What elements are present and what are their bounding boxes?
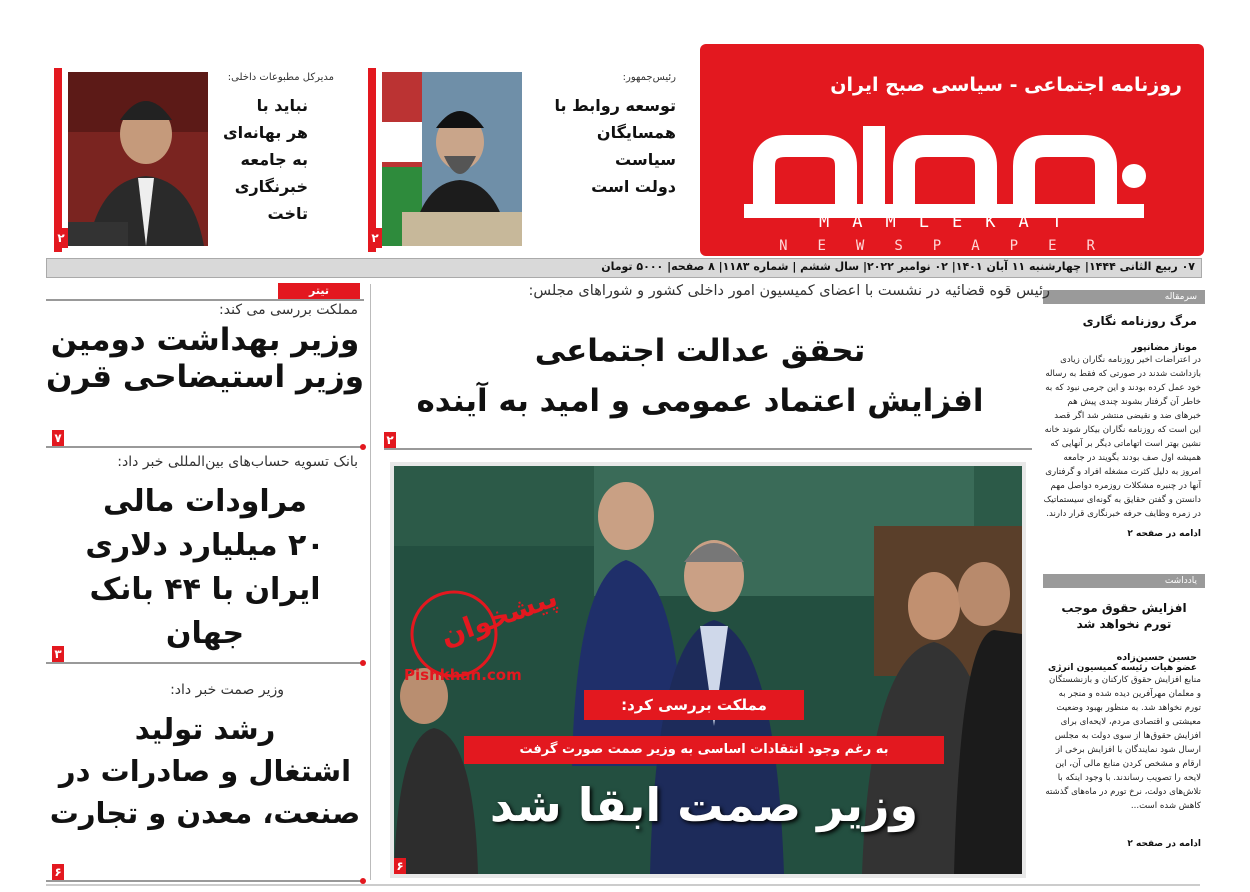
left-story-page: ۳ [52,646,64,662]
editorial-continue-link[interactable]: ادامه در صفحه ۲ [1127,529,1201,539]
note-section-header: یادداشت [1043,574,1205,588]
teaser-line: تاخت [267,204,308,223]
divider [384,448,1032,450]
photo-headline[interactable]: وزیر صمت ابقا شد [489,778,919,832]
teaser-director-label: مدیرکل مطبوعات داخلی: [227,72,334,83]
teaser-photo-director [68,72,208,246]
masthead [700,44,1204,256]
lead-headline-page: ۲ [384,432,396,448]
headline-line: اشتغال و صادرات در [58,754,352,788]
photo-watermark-logo: پیشخوان [436,580,562,653]
divider [46,880,364,882]
editorial-author: موناز مضانپور [1131,342,1197,353]
headline-line: رشد تولید [134,712,276,746]
teaser-line: همسایگان [596,123,676,142]
left-story-kicker: بانک تسویه حساب‌های بین‌المللی خبر داد: [117,454,358,470]
lead-kicker: رئیس قوه قضائیه در نشست با اعضای کمیسیون امور داخلی کشور و شوراهای مجلس: [528,283,1050,299]
photo-watermark-url: Pishkhan.com [404,666,522,684]
teaser-director-title[interactable] [198,92,308,227]
masthead-logo [724,106,1164,226]
editorial-section-header: سرمقاله [1043,290,1205,304]
teaser-line: نباید با [256,96,308,115]
left-story-2[interactable] [46,454,364,666]
teaser-director[interactable] [54,68,340,252]
note-title[interactable]: افزایش حقوق موجب تورم نخواهد شد [1061,601,1187,631]
masthead-tagline: روزنامه اجتماعی - سیاسی صبح ایران [830,74,1182,96]
divider-dot [360,660,366,666]
note-body: منابع افزایش حقوق کارکنان و بازنشستگان و معلمان مهرآفرین دیده شده و منجر به تورم نخواهد شد. به منظور بهبود وضعیت معیشتی و اقتصادی مردم، لایحه‌ای برای افزایش حقوق‌ها از سوی دولت به مجلس ارسال شود نمایندگان با افزایش برخی از ارقام و مشخص کردن منابع مالی آن، این لایحه را تصویب رساندند. با وجود اینکه با تلاش‌های دولت، نرخ تورم در ماه‌های گذشته کاهش شده است... [1045,675,1201,811]
left-story-headline[interactable] [46,708,364,834]
masthead-latin-newspaper: NEWSPAPER [779,238,1125,254]
editorial-column [1043,290,1205,586]
teaser-red-bar [368,68,376,252]
photo-label-box: مملکت بررسی کرد: [584,690,804,720]
teaser-page-number: ۲ [368,228,382,248]
teaser-president-title[interactable] [536,92,676,200]
teaser-line: توسعه روابط با [554,96,676,115]
left-story-1[interactable] [46,300,364,450]
headline-line: ایران با ۴۴ بانک جهان [89,572,321,651]
lead-photo[interactable] [390,462,1026,878]
photo-page-number: ۶ [394,858,406,874]
divider [46,662,364,664]
left-story-3[interactable] [46,682,364,882]
headline-line: مراودات مالی [103,484,307,519]
editorial-body: در اعتراضات اخیر روزنامه نگاران زیادی بازداشت شدند در صورتی که فقط به رساله خود عمل کرده بودند و این جرمی نبود که به خاطر آن گرفتار بشوند چندی پیش هم خبرهای ضد و نقیضی منتشر شد اگر قصد این است که روزنامه نگاران بیکار شوند خانه نشین بهتر است اتهاماتی دیگر بر آنهایی که همیشه اول صف بودند بگویند در جامعه امروز به دلیل کثرت مشغله افراد و گرفتاری آنها در چنبره مشکلات روزمره دواصل مهم دانستن و گفتن حقایق به گونه‌ای سیستماتیک در زمره وظایف حرفه خبرنگاری قرار دارند. [1043,355,1201,519]
note-continue-link[interactable]: ادامه در صفحه ۲ [1127,839,1201,849]
date-bar [46,258,1202,278]
editorial-title[interactable]: مرگ روزنامه نگاری [1082,314,1197,328]
left-story-headline[interactable] [46,322,364,395]
headline-line: وزیر بهداشت دومین [50,322,360,358]
left-story-kicker: وزیر صمت خبر داد: [170,682,284,698]
photo-sub-box: به رغم وجود انتقادات اساسی به وزیر صمت صورت گرفت [464,736,944,764]
teaser-line: به جامعه [240,150,308,169]
teaser-president[interactable] [368,68,680,252]
headline-line: افزایش اعتماد عمومی و امید به آینده [416,383,984,419]
masthead-logo-text: مملکت [944,106,947,107]
teaser-red-bar [54,68,62,252]
left-story-headline[interactable] [46,480,364,656]
masthead-latin-name: MAMLEKAT [819,212,1085,232]
teaser-president-label: رئیس‌جمهور: [622,72,676,83]
teaser-line: سیاست [615,150,676,169]
teaser-line: خبرنگاری [234,177,308,196]
left-story-page: ۶ [52,864,64,880]
teaser-line: هر بهانه‌ای [222,123,308,142]
column-separator [370,284,371,880]
note-author-role: عضو هیات رئیسه کمیسیون انرژی [1048,663,1197,673]
note-column [1043,574,1205,874]
headline-line: وزیر استیضاحی قرن [46,358,364,395]
teaser-line: دولت است [591,177,676,196]
left-story-kicker: مملکت بررسی می کند: [219,302,358,318]
note-author: حسین حسین‌زاده [1116,652,1197,663]
lead-headline[interactable] [390,326,1010,426]
left-story-page: ۷ [52,430,64,446]
date-line: ۰۷ ربیع الثانی ۱۴۴۴| چهارشنبه ۱۱ آبان ۱۴۰۱| ۰۲ نوامبر ۲۰۲۲| سال ششم | شماره ۱۱۸۳| ۸ صفحه| ۵۰۰۰ تومان [601,260,1195,273]
headline-line: صنعت، معدن و تجارت [49,796,361,830]
divider-dot [360,444,366,450]
left-section-tag: تیتر [278,283,360,299]
divider [46,446,364,448]
teaser-page-number: ۲ [54,228,68,248]
teaser-photo-president [382,72,522,246]
headline-line: تحقق عدالت اجتماعی [534,333,866,369]
bottom-border [46,884,1200,886]
headline-line: ۲۰ میلیارد دلاری [85,528,325,563]
